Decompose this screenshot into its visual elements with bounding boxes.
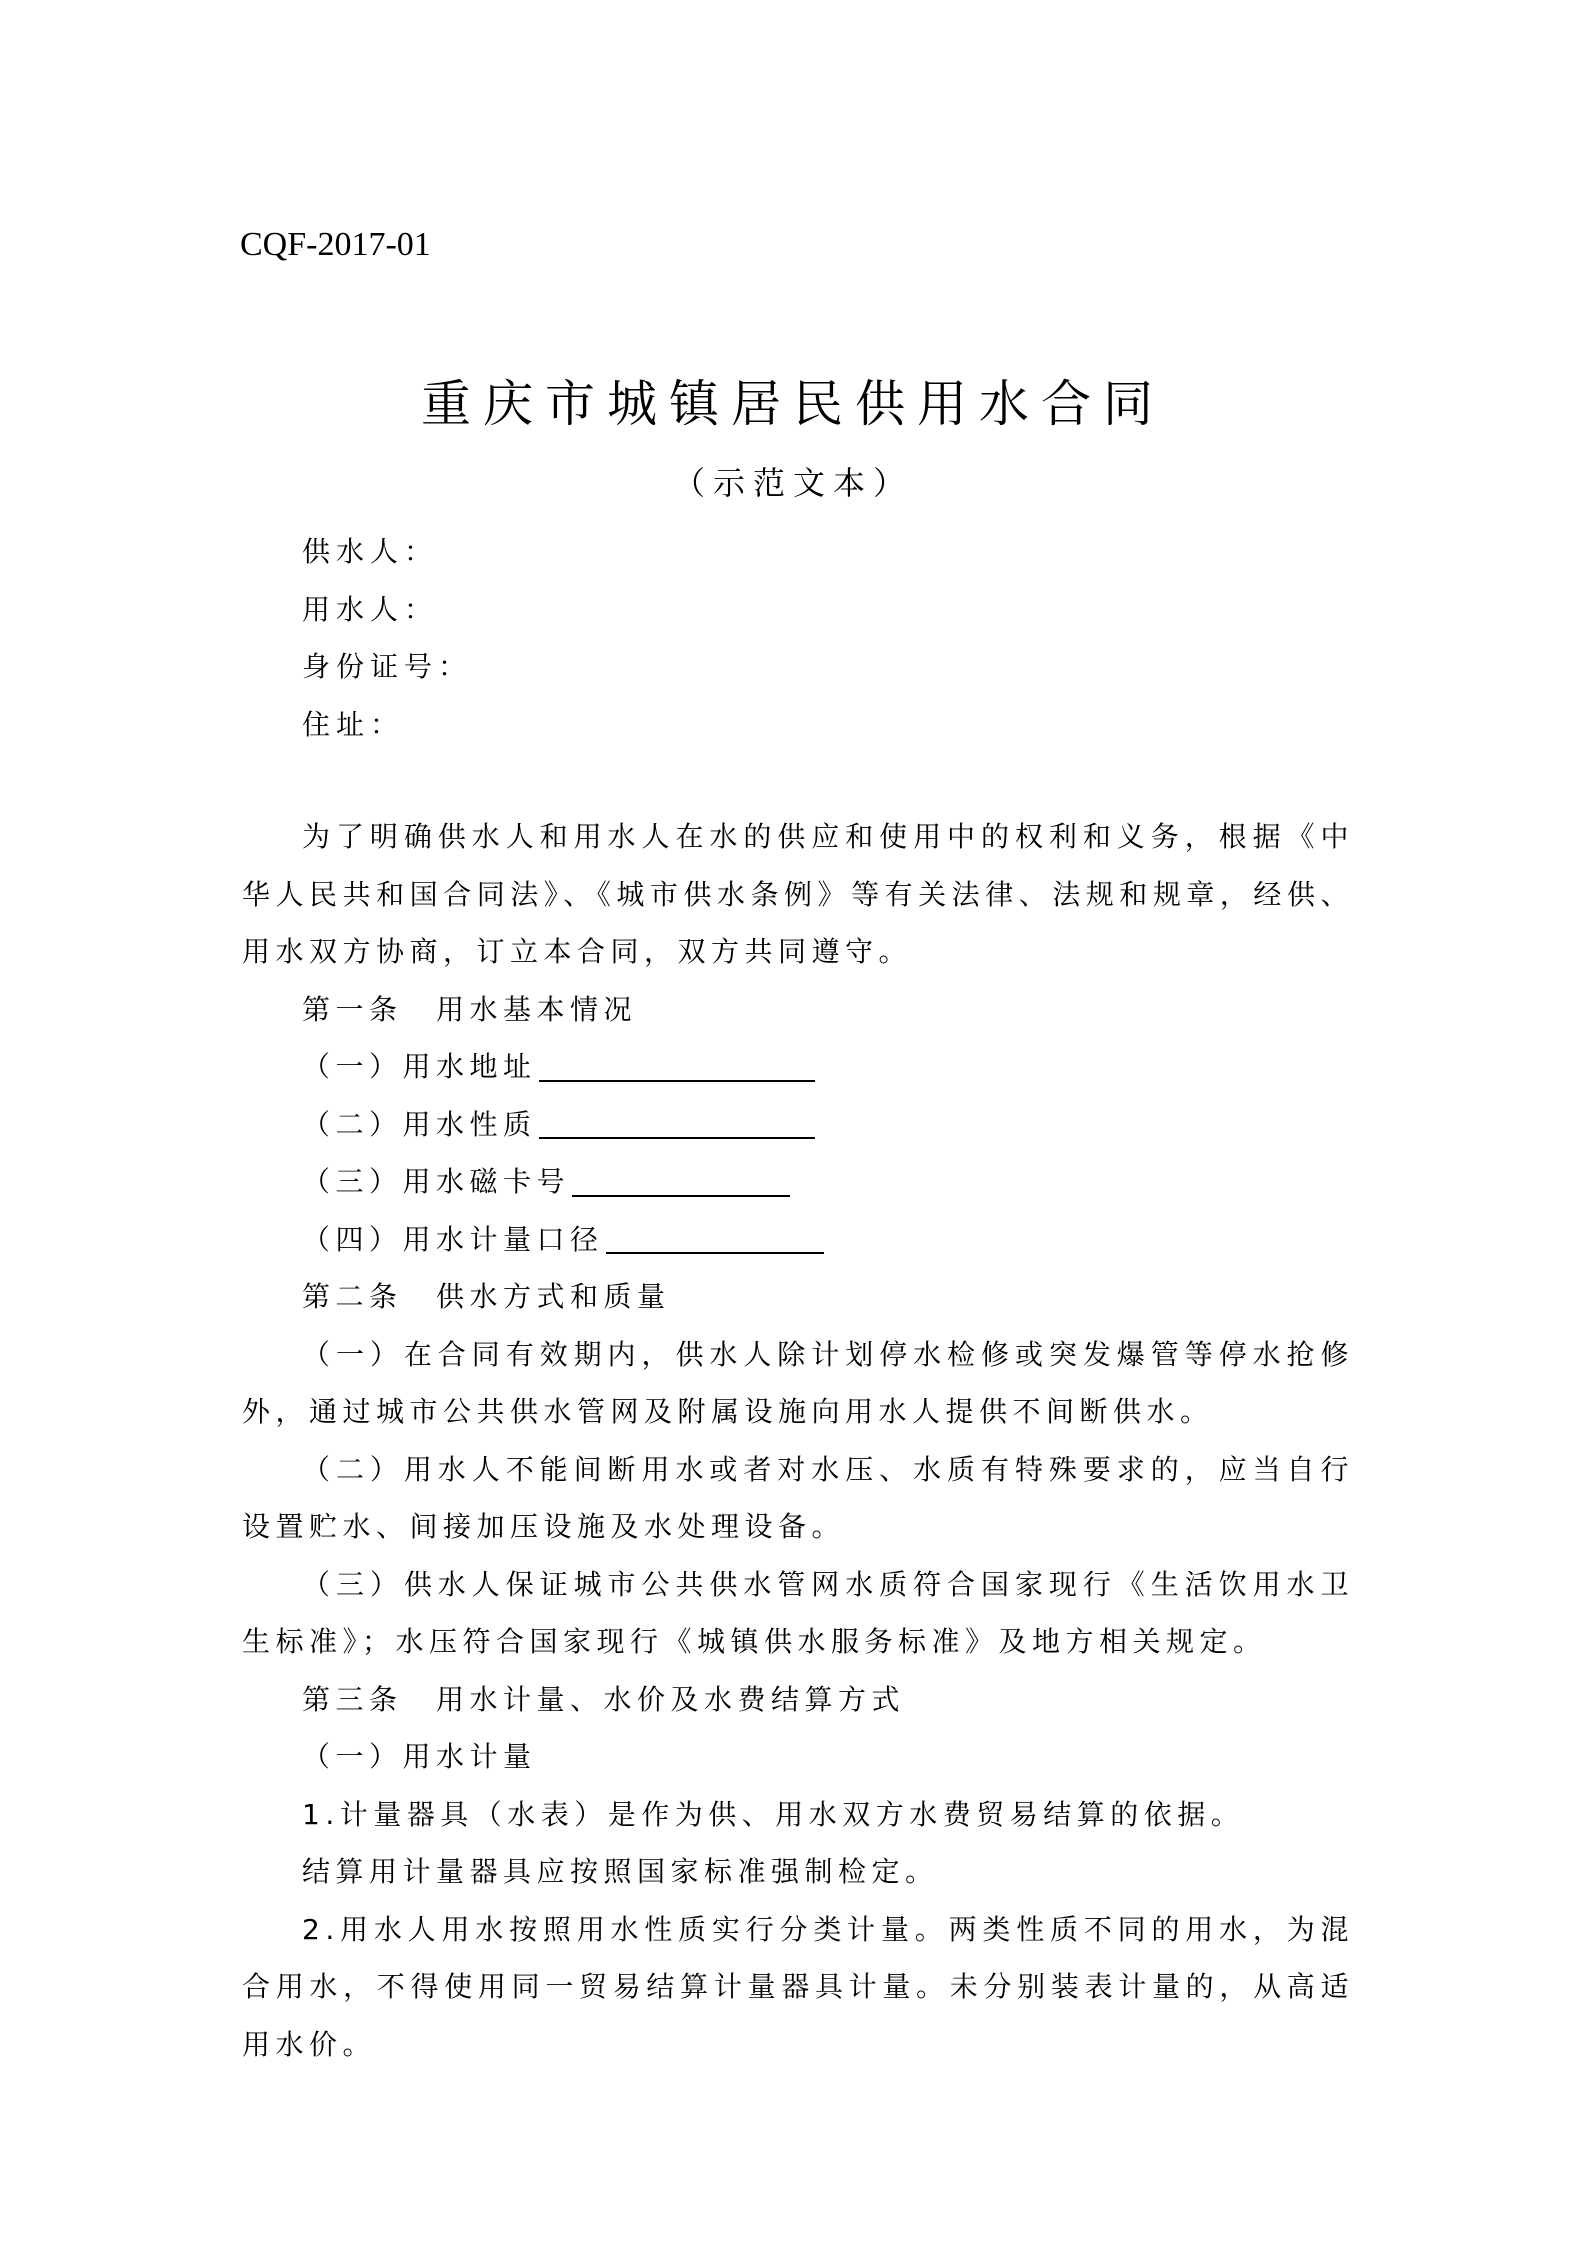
party-water-supplier: 供水人： (302, 535, 439, 568)
party-address: 住址： (302, 708, 405, 741)
article-3-paragraph-1b: 结算用计量器具应按照国家标准强制检定。 (302, 1855, 939, 1888)
water-card-label: （三）用水磁卡号 (302, 1165, 571, 1198)
article-3-paragraph-2: 2.用水人用水按照用水性质实行分类计量。两类性质不同的用水，为混合用水，不得使用同一贸易结算计量器具计量。未分别装表计量的，从高适用水价。 (242, 1912, 1354, 2061)
document-code: CQF-2017-01 (240, 226, 431, 263)
meter-caliber-blank (606, 1251, 824, 1254)
water-nature-blank (539, 1136, 815, 1139)
article-2-item-1: （一）在合同有效期内，供水人除计划停水检修或突发爆管等停水抢修外，通过城市公共供水管网及附属设施向用水人提供不间断供水。 (242, 1337, 1354, 1428)
water-address-blank (539, 1079, 815, 1082)
article-2-heading: 第二条 供水方式和质量 (302, 1280, 671, 1313)
article-1-item-caliber (242, 1211, 1354, 1269)
article-1-item-card (242, 1153, 1354, 1211)
article-1-item-nature (242, 1096, 1354, 1154)
contract-body (242, 808, 1354, 2073)
article-2-item-2: （二）用水人不能间断用水或者对水压、水质有特殊要求的，应当自行设置贮水、间接加压设施及水处理设备。 (242, 1452, 1354, 1543)
water-card-blank (572, 1194, 790, 1197)
document-subtitle: （示范文本） (672, 464, 913, 502)
article-1-item-address (242, 1038, 1354, 1096)
intro-paragraph: 为了明确供水人和用水人在水的供应和使用中的权利和义务，根据《中华人民共和国合同法》、《城市供水条例》等有关法律、法规和规章，经供、用水双方协商，订立本合同，双方共同遵守。 (242, 820, 1354, 968)
water-address-label: （一）用水地址 (302, 1050, 537, 1083)
article-1-heading: 第一条 用水基本情况 (302, 992, 638, 1026)
article-2-item-3: （三）供水人保证城市公共供水管网水质符合国家现行《生活饮用水卫生标准》；水压符合国家现行《城镇供水服务标准》及地方相关规定。 (242, 1567, 1354, 1658)
party-water-user: 用水人： (302, 593, 439, 626)
meter-caliber-label: （四）用水计量口径 (302, 1222, 604, 1256)
party-id-number: 身份证号： (302, 650, 473, 683)
article-3-paragraph-1: 1.计量器具（水表）是作为供、用水双方水费贸易结算的依据。 (302, 1797, 1245, 1831)
article-3-subheading-1: （一）用水计量 (302, 1740, 537, 1773)
document-title: 重庆市城镇居民供用水合同 (421, 375, 1165, 433)
water-nature-label: （二）用水性质 (302, 1107, 537, 1141)
article-3-heading: 第三条 用水计量、水价及水费结算方式 (302, 1682, 906, 1716)
